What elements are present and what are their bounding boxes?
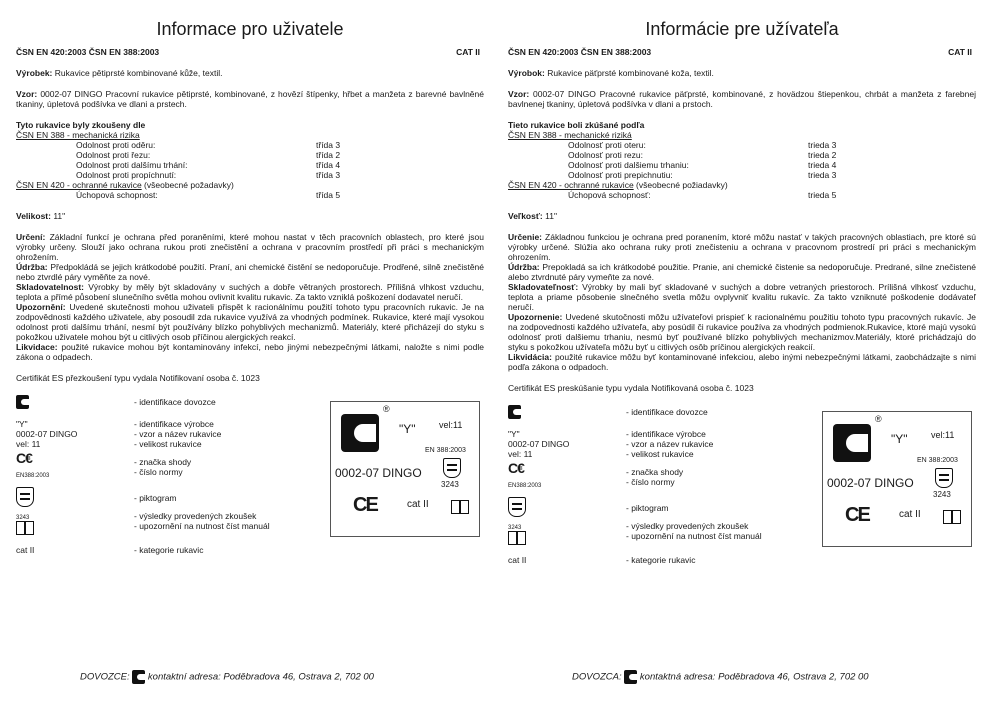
- category-badge: CAT II: [456, 47, 480, 57]
- tests-heading: Tieto rukavice boli zkúšané podľa: [508, 120, 645, 130]
- symbol-legend: [508, 405, 976, 585]
- hammer-shield-icon: [935, 468, 953, 488]
- size-value: 11": [542, 211, 557, 221]
- manual-book-icon: [943, 510, 961, 524]
- slovak-column: [508, 0, 976, 585]
- legend-desc: - vzor a název rukavice: [626, 439, 714, 449]
- storage-paragraph: [16, 282, 484, 302]
- standards-row: [508, 47, 976, 57]
- care-label: Údržba:: [16, 262, 48, 272]
- legend-desc: - značka shody: [134, 457, 192, 467]
- label-number: 3243: [933, 490, 951, 499]
- warning-label: Upozornění:: [16, 302, 66, 312]
- test-value: třída 3: [316, 140, 341, 150]
- care-text: Předpokládá se jejich krátkodobé použití. Praní, ani chemické čistění se nedoporučuje. Prodřené, silně znečistěné nebo ztvrdlé páry vyměňte za nové.: [16, 262, 484, 282]
- manual-book-icon: [508, 531, 526, 545]
- certificate-text: Certifikát ES preskúšanie typu vydala Notifikovaná osoba č. 1023: [508, 383, 754, 393]
- legend-model: 0002-07 DINGO: [16, 429, 78, 439]
- disposal-label: Likvidácia:: [508, 352, 552, 362]
- legend-desc: - velikost rukavice: [134, 439, 202, 449]
- storage-paragraph: [508, 282, 976, 312]
- warning-label: Upozornenie:: [508, 312, 563, 322]
- disposal-label: Likvidace:: [16, 342, 58, 352]
- label-y: "Y": [399, 422, 416, 436]
- legend-pictogram: [508, 497, 618, 519]
- legend-book: [16, 521, 126, 537]
- importer-label: DOVOZCE:: [80, 671, 130, 683]
- importer-label: DOVOZCA:: [572, 671, 622, 683]
- importer-footer: [80, 670, 374, 684]
- category-badge: CAT II: [948, 47, 972, 57]
- label-standard: EN 388:2003: [917, 457, 958, 464]
- test-name: Odolnost proti řezu:: [76, 150, 151, 160]
- model-text: 0002-07 DINGO Pracovné rukavice päťprsté, kombinované, z hovädzou štiepenkou, chrbát a manžeta z farebnej bavlnenej tkaniny, úpletová podšívka v dlani a prstoch.: [508, 89, 976, 109]
- storage-text: Výrobky by měly být skladovány v suchých a dobře větraných prostorech. Přílišná vlhkost vzduchu, teplota a přímé působení slunečního světla mohou ovlivnit kvalitu rukavic. Za takto vzniklá poškození dodavatel neručí.: [16, 282, 484, 302]
- product-paragraph: [508, 68, 976, 78]
- registered-mark: ®: [383, 404, 390, 414]
- tests-heading: Tyto rukavice byly zkoušeny dle: [16, 120, 146, 130]
- test-row: [508, 140, 976, 150]
- test-row: [16, 150, 484, 160]
- legend-desc: - piktogram: [134, 493, 177, 503]
- std-420-line: [16, 180, 484, 190]
- test-row: [16, 170, 484, 180]
- care-paragraph: [16, 262, 484, 282]
- importer-logo-icon: [132, 670, 145, 684]
- test-name: Odolnost proti dalšímu trhání:: [76, 160, 188, 170]
- product-paragraph: [16, 68, 484, 78]
- legend-number: 3243: [508, 525, 522, 531]
- label-category: cat II: [899, 509, 921, 520]
- model-paragraph: [16, 89, 484, 109]
- label-model: 0002-07 DINGO: [827, 476, 914, 490]
- glove-label-box: [822, 411, 972, 547]
- size-label: Velikost:: [16, 211, 51, 221]
- legend-size: vel: 11: [16, 439, 41, 449]
- warning-text: Uvedené skutočnosti môžu užívateľovi prispieť k racionalnému použitiu tohoto typu pracovných rukavíc. Je na zodpovednosti každého užívateľa, aby posúdil či rukavice používa za vhodných podmienok.Rukavice, ktoré majú vysokú odolnosť proti dalšiemu trhaniu, nesmú byť používané blízko pohyblivých mechanizmov.Materiály, ktoré prichádzajú do styku s pokožkou užívateľa môžu byť u citlivých osôb príčinou alergických reakcií.: [508, 312, 976, 352]
- test-row: [508, 160, 976, 170]
- tests-section: [16, 120, 484, 200]
- storage-label: Skladovatelnost:: [16, 282, 85, 292]
- legend-number: 3243: [16, 515, 30, 521]
- use-paragraph: [16, 232, 484, 262]
- disposal-paragraph: [16, 342, 484, 362]
- test-value: trieda 3: [808, 140, 837, 150]
- legend-desc: - číslo normy: [626, 477, 675, 487]
- legend-model: 0002-07 DINGO: [508, 439, 570, 449]
- ce-mark-icon: CE: [353, 494, 377, 516]
- legend-category: cat II: [508, 555, 527, 565]
- model-label: Vzor:: [16, 89, 38, 99]
- test-value: třída 3: [316, 170, 341, 180]
- czech-column: [16, 0, 484, 575]
- manual-book-icon: [16, 521, 34, 535]
- importer-address: kontaktní adresa: Poděbradova 46, Ostrava 2, 702 00: [147, 671, 374, 683]
- warning-paragraph: [508, 312, 976, 352]
- legend-desc: - výsledky provedených zkoušek: [626, 521, 749, 531]
- legend-desc: - upozornění na nutnost číst manuál: [134, 521, 270, 531]
- standards-row: [16, 47, 484, 57]
- importer-logo-icon: [508, 405, 521, 419]
- ce-mark-icon: CE: [845, 504, 869, 526]
- use-label: Určení:: [16, 232, 46, 242]
- test-row: [508, 190, 976, 200]
- test-value: trieda 5: [808, 190, 837, 200]
- test-value: trieda 2: [808, 150, 837, 160]
- std-388-heading: ČSN EN 388 - mechanické riziká: [508, 130, 632, 140]
- test-row: [508, 150, 976, 160]
- standards-text: ČSN EN 420:2003 ČSN EN 388:2003: [16, 47, 160, 57]
- test-row: [16, 160, 484, 170]
- legend-desc: - značka shody: [626, 467, 684, 477]
- hammer-shield-icon: [16, 487, 34, 507]
- use-paragraph: [508, 232, 976, 262]
- glove-label-box: [330, 401, 480, 537]
- label-y: "Y": [891, 432, 908, 446]
- test-row: [16, 190, 484, 200]
- importer-address: kontaktná adresa: Poděbradova 46, Ostrava 2, 702 00: [639, 671, 869, 683]
- test-row: [16, 140, 484, 150]
- product-text: Rukavice päťprsté kombinované koža, textil.: [547, 68, 714, 78]
- product-label: Výrobek:: [16, 68, 53, 78]
- label-size: vel:11: [931, 430, 955, 440]
- certificate-text: Certifikát ES přezkoušení typu vydala Notifikovaní osoba č. 1023: [16, 373, 260, 383]
- tests-section: [508, 120, 976, 200]
- test-value: třída 2: [316, 150, 341, 160]
- test-name: Odolnosť proti rezu:: [568, 150, 644, 160]
- test-value: třída 4: [316, 160, 341, 170]
- legend-desc: - výsledky provedených zkoušek: [134, 511, 257, 521]
- standards-text: ČSN EN 420:2003 ČSN EN 388:2003: [508, 47, 652, 57]
- manual-book-icon: [451, 500, 469, 514]
- use-label: Určenie:: [508, 232, 543, 242]
- legend-y: "Y": [508, 429, 520, 439]
- test-value: trieda 3: [808, 170, 837, 180]
- disposal-text: použité rukavice môžu byť kontaminované infekciou, alebo inými nebezpečnými látkami, zaobchádzajte s nimi podľa zákona o odpadoch.: [508, 352, 976, 372]
- test-name: Úchopová schopnost:: [76, 190, 158, 200]
- test-name: Odolnosť proti prepichnutiu:: [568, 170, 673, 180]
- hammer-shield-icon: [508, 497, 526, 517]
- legend-desc: - kategorie rukavic: [626, 555, 696, 565]
- warning-text: Uvedené skutečnosti mohou uživateli přispět k racionálnímu použití tohoto typu pracovních rukavic. Je na zodpovědnosti každého uživatele, aby posoudil zda rukavice využívá za vhodných podmínek. Rukavice, které mají vysokou odolnost proti dalšímu trhání, nesmí být používány blízko pohyblivých mechanizmů. Materiály, které přicházejí do styku s pokožkou uživatele mohou být u citlivých osob příčinou alergických reakcí.: [16, 302, 484, 342]
- model-label: Vzor:: [508, 89, 530, 99]
- page-title: Informace pro uživatele: [156, 19, 344, 39]
- legend-desc: - piktogram: [626, 503, 669, 513]
- std-420-heading: ČSN EN 420 - ochranné rukavice: [16, 180, 142, 190]
- std-420-line: [508, 180, 976, 190]
- ce-mark-icon: C€: [16, 450, 32, 466]
- product-label: Výrobok:: [508, 68, 545, 78]
- legend-desc: - identifikace dovozce: [134, 397, 216, 407]
- page-title: Informácie pre užívateľa: [645, 19, 839, 39]
- legend-desc: - vzor a název rukavice: [134, 429, 222, 439]
- legend-desc: - velikost rukavice: [626, 449, 694, 459]
- test-value: trieda 4: [808, 160, 837, 170]
- brand-logo-icon: [833, 424, 871, 462]
- use-text: Základní funkcí je ochrana před poraněními, které mohou nastat v těch pracovních oblastech, pro které jsou výrobky určeny. Slouží jako ochrana rukou proti znečistění a ochrana v pracovním prostředí při práci s mechanickým ohrožením.: [16, 232, 484, 262]
- legend-desc: - upozornění na nutnost číst manuál: [626, 531, 762, 541]
- product-text: Rukavice pětiprsté kombinované kůže, textil.: [54, 68, 223, 78]
- ce-mark-icon: C€: [508, 460, 524, 476]
- std-420-heading: ČSN EN 420 - ochranné rukavice: [508, 180, 634, 190]
- brand-logo-icon: [341, 414, 379, 452]
- std-420-note: (všeobecné požadavky): [141, 180, 234, 190]
- legend-book: [508, 531, 618, 547]
- legend-desc: - identifikace výrobce: [134, 419, 214, 429]
- legend-desc: - číslo normy: [134, 467, 183, 477]
- warning-paragraph: [16, 302, 484, 342]
- test-row: [508, 170, 976, 180]
- legend-y: "Y": [16, 419, 28, 429]
- care-paragraph: [508, 262, 976, 282]
- test-name: Odolnosť proti oteru:: [568, 140, 646, 150]
- importer-footer: [572, 670, 869, 684]
- label-category: cat II: [407, 499, 429, 510]
- use-text: Základnou funkciou je ochrana pred poranením, ktoré môžu nastať v takých pracovných oblastiach, pre ktoré sú výrobky určené. Slúžia ako ochrana ruky proti znečisteniu a ochrana v pracovnom prostredí pri práci s mechanickým ohrozením.: [508, 232, 976, 262]
- size-paragraph: [16, 211, 484, 221]
- std-388-heading: ČSN EN 388 - mechanická rizika: [16, 130, 140, 140]
- disposal-paragraph: [508, 352, 976, 372]
- symbol-legend: [16, 395, 484, 575]
- legend-logo: [508, 405, 618, 419]
- legend-pictogram: [16, 487, 126, 509]
- legend-desc: - kategorie rukavic: [134, 545, 204, 555]
- care-label: Údržba:: [508, 262, 540, 272]
- label-number: 3243: [441, 480, 459, 489]
- legend-category: cat II: [16, 545, 35, 555]
- registered-mark: ®: [875, 414, 882, 424]
- storage-text: Výrobky by mali byť skladované v suchých a dobre vetraných priestoroch. Prílišná vlhkosť vzduchu, teplota a priame pôsobenie slnečného svetla môžu ovplyvniť kvalitu rukavíc. Za takto vzniknuté poškodenie dodávateľ neručí.: [508, 282, 976, 312]
- test-name: Úchopová schopnosť:: [568, 190, 651, 200]
- size-paragraph: [508, 211, 976, 221]
- label-standard: EN 388:2003: [425, 447, 466, 454]
- size-label: Veľkosť:: [508, 211, 543, 221]
- test-name: Odolnost proti oděru:: [76, 140, 156, 150]
- size-value: 11": [50, 211, 66, 221]
- label-model: 0002-07 DINGO: [335, 466, 422, 480]
- legend-size: vel: 11: [508, 449, 533, 459]
- disposal-text: použité rukavice mohou být kontaminovány infekcí, nebo jinými nebezpečnými látkami, naložte s nimi podle zákona o odpadech.: [16, 342, 484, 362]
- legend-desc: - identifikace výrobce: [626, 429, 706, 439]
- importer-logo-icon: [624, 670, 637, 684]
- label-size: vel:11: [439, 420, 463, 430]
- legend-standard: EN388:2003: [16, 473, 50, 479]
- test-name: Odolnost proti propíchnutí:: [76, 170, 177, 180]
- test-value: třída 5: [316, 190, 341, 200]
- importer-logo-icon: [16, 395, 29, 409]
- legend-desc: - identifikace dovozce: [626, 407, 708, 417]
- model-paragraph: [508, 89, 976, 109]
- std-420-note: (všeobecné požiadavky): [633, 180, 728, 190]
- model-text: 0002-07 DINGO Pracovní rukavice pětiprsté, kombinované, z hovězí štípenky, hřbet a manžeta z barevné bavlněné tkaniny, úpletová podšívka ve dlani a prstech.: [16, 89, 484, 109]
- hammer-shield-icon: [443, 458, 461, 478]
- care-text: Prepokladá sa ich krátkodobé použitie. Pranie, ani chemické čistenie sa nedoporučuje. Predrané, silne znečistené alebo ztvrdnuté páry vymeňte za nové.: [508, 262, 976, 282]
- storage-label: Skladovateľnosť:: [508, 282, 579, 292]
- test-name: Odolnosť proti dalšiemu trhaniu:: [568, 160, 689, 170]
- legend-logo: [16, 395, 126, 409]
- legend-standard: EN388:2003: [508, 483, 542, 489]
